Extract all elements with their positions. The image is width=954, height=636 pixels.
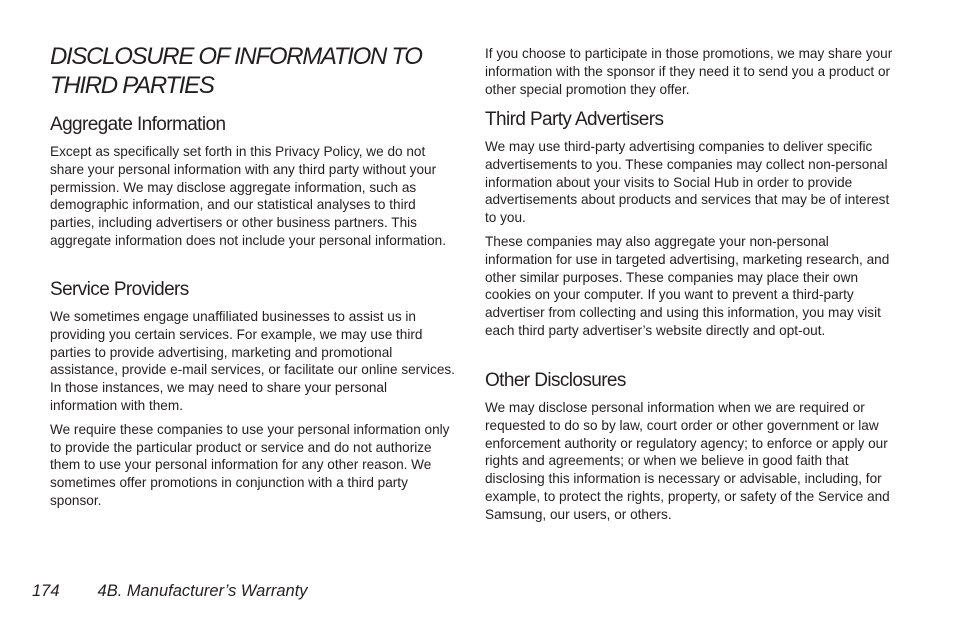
aggregate-information-section (50, 113, 458, 250)
chapter-title: 4B. Manufacturer’s Warranty (97, 582, 308, 600)
third-party-advertisers-heading: Third Party Advertisers (485, 109, 664, 130)
aggregate-information-paragraph: Except as specifically set forth in this Privacy Policy, we do not share your personal information with any third party without your permission. We may disclose aggregate information, such as demographic information, and our statistical analyses to third parties, including advertisers or other business partners. This aggregate information does not include your personal information. (50, 144, 446, 248)
page-title-line-1: DISCLOSURE OF INFORMATION TO (50, 43, 422, 70)
page-title-line-2: THIRD PARTIES (50, 72, 214, 99)
service-providers-heading: Service Providers (50, 279, 189, 300)
service-providers-section (50, 278, 458, 510)
other-disclosures-paragraph: We may disclose personal information when we are required or requested to do so by law, court order or other government or law enforcement authority or regulatory agency; to enforce or apply our rights and agreements; or when we believe in good faith that disclosing this information is necessary or advisable, including, for example, to protect the rights, property, or safety of the Service and Samsung, our users, or others. (485, 400, 890, 522)
service-providers-paragraph-2: We require these companies to use your personal information only to provide the particular product or service and do not authorize them to use your personal information for any other reason. We sometimes offer promotions in conjunction with a third party sponsor. (50, 421, 450, 508)
aggregate-information-heading: Aggregate Information (50, 114, 226, 135)
page-footer (32, 580, 308, 602)
promotions-continued-paragraph: If you choose to participate in those promotions, we may share your information with the sponsor if they need it to send you a product or other special promotion they offer. (485, 46, 893, 97)
page-number: 174 (32, 582, 60, 600)
third-party-advertisers-paragraph-1: We may use third-party advertising companies to deliver specific advertisements to you. These companies may collect non-personal information about your visits to Social Hub in order to provide advertisements about products and services that may be of interest to you. (485, 139, 890, 226)
page-title (50, 42, 422, 100)
service-providers-paragraph-1: We sometimes engage unaffiliated businesses to assist us in providing you certain services. For example, we may use third parties to provide advertising, marketing and promotional assistance, provide e-mail services, or facilitate our online services. In those instances, we may need to share your personal information with them. (50, 309, 455, 413)
third-party-advertisers-section (485, 108, 897, 340)
third-party-advertisers-paragraph-2: These companies may also aggregate your non-personal information for use in targeted advertising, marketing research, and other similar purposes. These companies may place their own cookies on your computer. If you want to prevent a third-party advertiser from collecting and using this information, you may visit each third party advertiser’s website directly and opt-out. (485, 233, 890, 338)
other-disclosures-heading: Other Disclosures (485, 370, 626, 391)
other-disclosures-section (485, 369, 897, 524)
